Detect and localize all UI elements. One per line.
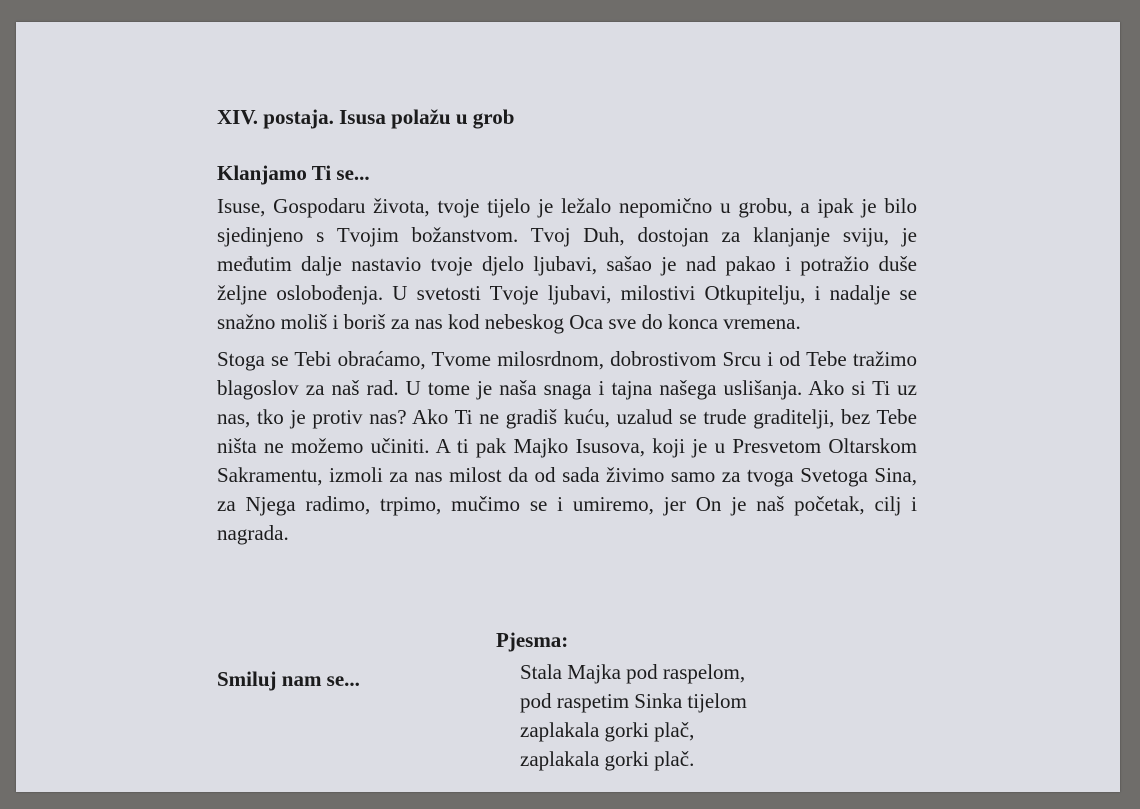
paper-sheet: [16, 22, 1120, 792]
song-line: pod raspetim Sinka tijelom: [520, 689, 747, 713]
opening-prayer: Klanjamo Ti se...: [217, 161, 370, 185]
song-line: zaplakala gorki plač,: [520, 718, 695, 742]
paragraph-2: Stoga se Tebi obraćamo, Tvome milosrdnom, dobrostivom Srcu i od Tebe tražimo blagoslov za naš rad. U tome je naša snaga i tajna našega uslišanja. Ako si Ti uz nas, tko je protiv nas? Ako Ti ne gradiš kuću, uzalud se trude graditelji, bez Tebe ništa ne možemo učiniti. A ti pak Majko Isusova, koji je u Presvetom Oltarskom Sakramentu, izmoli za nas milost da od sada živimo samo za tvoga Svetoga Sina, za Njega radimo, trpimo, mučimo se i umiremo, jer On je naš početak, cilj i nagrada.: [217, 347, 917, 545]
song-line: Stala Majka pod raspelom,: [520, 660, 746, 684]
song-line: zaplakala gorki plač.: [520, 747, 695, 771]
paragraph-1: Isuse, Gospodaru života, tvoje tijelo je ležalo nepomično u grobu, a ipak je bilo sjedinjeno s Tvojim božanstvom. Tvoj Duh, dostojan za klanjanje sviju, je međutim dalje nastavio tvoje djelo ljubavi, sašao je nad pakao i potražio duše željne oslobođenja. U svetosti Tvoje ljubavi, milostivi Otkupitelju, i nadalje se snažno moliš i boriš za nas kod nebeskog Oca sve do konca vremena.: [217, 194, 917, 334]
song-lines: [520, 658, 747, 774]
station-title: XIV. postaja. Isusa polažu u grob: [217, 105, 515, 129]
closing-prayer: Smiluj nam se...: [217, 667, 360, 691]
song-block: [496, 626, 747, 774]
text-block: [217, 102, 917, 548]
song-title: Pjesma:: [496, 628, 569, 652]
